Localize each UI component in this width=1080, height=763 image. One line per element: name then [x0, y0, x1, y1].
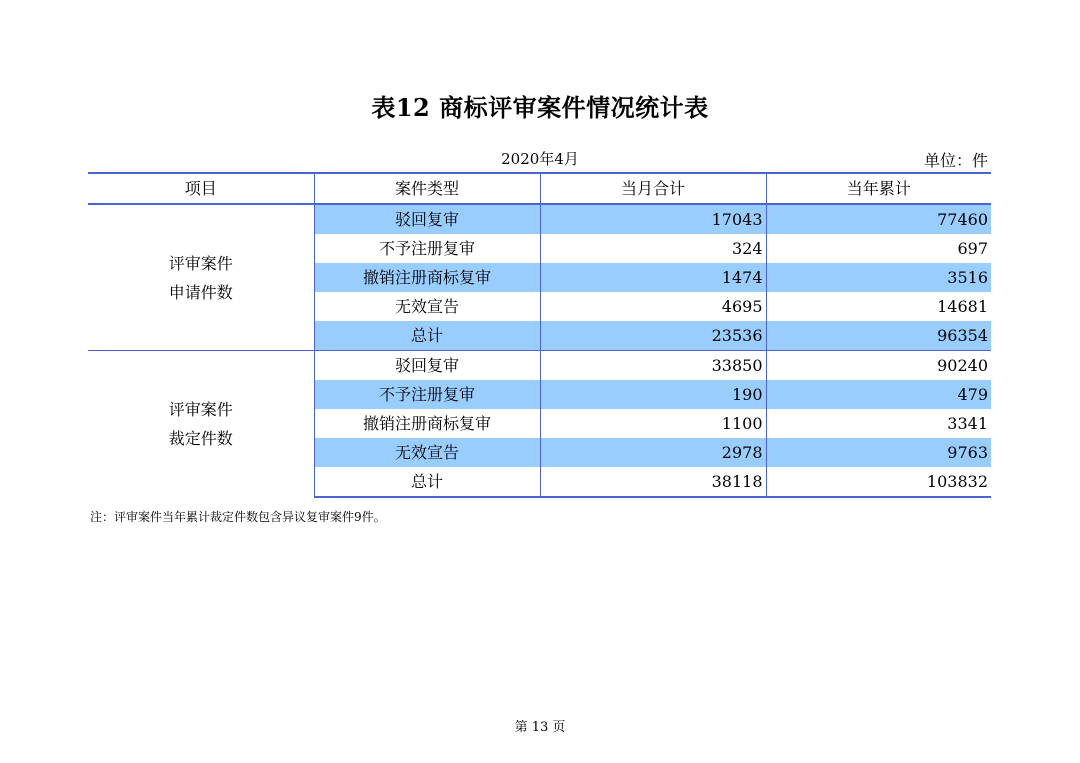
- case-type-cell: 驳回复审: [314, 204, 540, 234]
- year-total-cell: 96354: [766, 321, 991, 351]
- year-total-cell: 479: [766, 380, 991, 409]
- month-total-cell: 1474: [540, 263, 766, 292]
- table-note: 注：评审案件当年累计裁定件数包含异议复审案件9件。: [90, 510, 386, 524]
- year-total-cell: 103832: [766, 467, 991, 497]
- case-type-cell: 撤销注册商标复审: [314, 263, 540, 292]
- year-total-cell: 3516: [766, 263, 991, 292]
- year-total-cell: 697: [957, 239, 988, 258]
- group-rulings: [88, 351, 991, 498]
- year-total-cell: 90240: [766, 351, 991, 381]
- header-row: [88, 173, 991, 204]
- case-type-cell: 驳回复审: [314, 351, 540, 381]
- year-total-cell: 9763: [766, 438, 991, 467]
- column-header-case-type: 案件类型: [314, 173, 540, 204]
- group-label-line: 申请件数: [168, 282, 233, 302]
- month-total-cell: 4695: [540, 292, 766, 321]
- table-row: [88, 204, 991, 234]
- group-label: [88, 351, 314, 498]
- year-total-cell: 77460: [766, 204, 991, 234]
- column-header-year-total: 当年累计: [766, 173, 991, 204]
- month-total-cell: 17043: [540, 204, 766, 234]
- page-title: 表12 商标评审案件情况统计表: [371, 93, 709, 122]
- year-total-cell: 14681: [937, 297, 988, 316]
- group-applications: [88, 204, 991, 351]
- statistics-table: [88, 172, 991, 498]
- year-total-cell: 3341: [947, 414, 988, 433]
- month-total-cell: 1100: [540, 409, 766, 438]
- month-total-cell: 324: [540, 234, 766, 263]
- case-type-cell: 无效宣告: [314, 438, 540, 467]
- column-header-month-total: 当月合计: [540, 173, 766, 204]
- group-label-line: 评审案件: [168, 253, 233, 273]
- month-total-cell: 190: [540, 380, 766, 409]
- month-total-cell: 23536: [540, 321, 766, 351]
- unit-label: 单位：件: [923, 151, 988, 170]
- case-type-cell: 无效宣告: [314, 292, 540, 321]
- group-label: [88, 204, 314, 351]
- month-total-cell: 2978: [540, 438, 766, 467]
- group-label-line: 裁定件数: [168, 429, 233, 448]
- column-header-item: 项目: [88, 173, 314, 204]
- case-type-cell: 总计: [314, 321, 540, 351]
- case-type-cell: 不予注册复审: [314, 234, 540, 263]
- case-type-cell: 不予注册复审: [314, 380, 540, 409]
- group-label-line: 评审案件: [168, 400, 233, 419]
- case-type-cell: 撤销注册商标复审: [314, 409, 540, 438]
- table-row: [88, 351, 991, 381]
- report-period: 2020年4月: [501, 150, 579, 168]
- month-total-cell: 33850: [540, 351, 766, 381]
- month-total-cell: 38118: [540, 467, 766, 497]
- page-number: 第 13 页: [514, 720, 566, 735]
- case-type-cell: 总计: [314, 467, 540, 497]
